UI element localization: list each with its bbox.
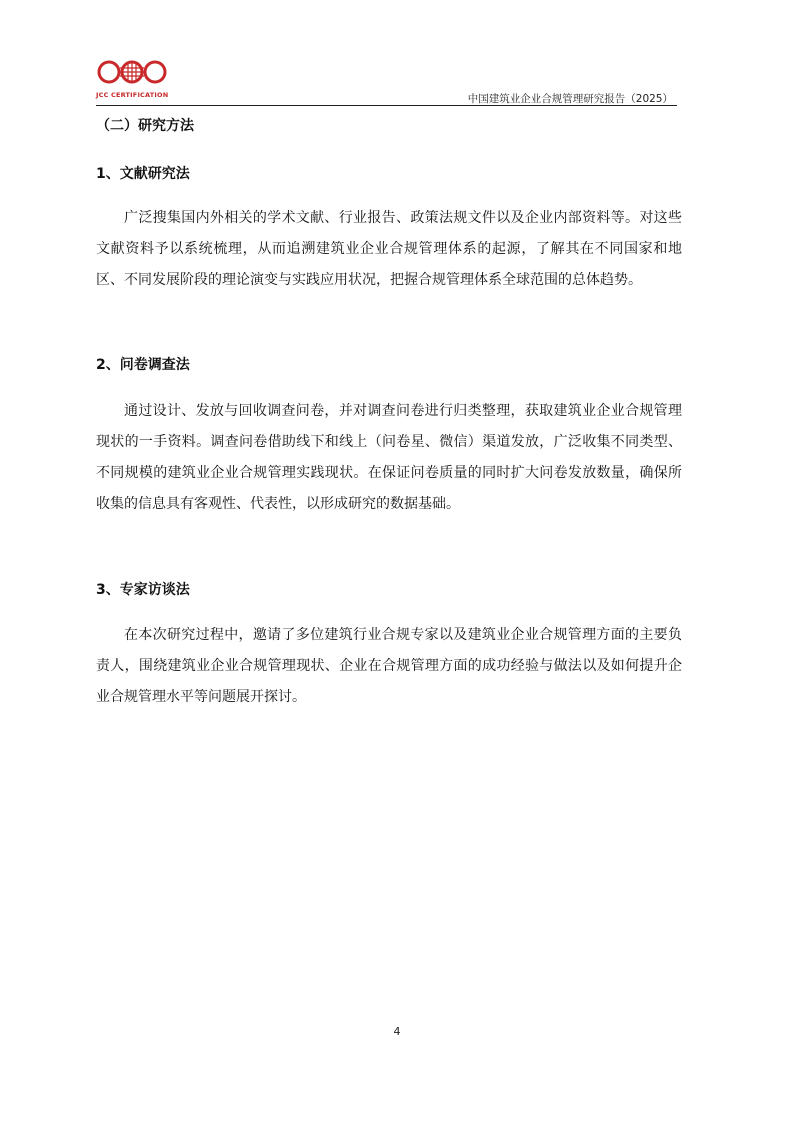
paragraph-literature: 广泛搜集国内外相关的学术文献、行业报告、政策法规文件以及企业内部资料等。对这些文献资料予以系统梳理，从而追溯建筑业企业合规管理体系的起源，了解其在不同国家和地区、不同发展阶段的理论演变与实践应用状况，把握合规管理体系全球范围的总体趋势。 [96,210,682,288]
subsection-heading-questionnaire: 2、问卷调查法 [96,357,190,373]
section-heading-research-methods: （二）研究方法 [96,118,194,134]
header-divider [96,105,677,106]
paragraph-interview: 在本次研究过程中，邀请了多位建筑行业合规专家以及建筑业企业合规管理方面的主要负责人，围绕建筑业企业合规管理现状、企业在合规管理方面的成功经验与做法以及如何提升企业合规管理水平等问题展开探讨。 [96,627,682,705]
page-header [96,55,677,105]
subsection-heading-interview: 3、专家访谈法 [96,582,190,598]
paragraph-questionnaire: 通过设计、发放与回收调查问卷，并对调查问卷进行归类整理，获取建筑业企业合规管理现状的一手资料。调查问卷借助线下和线上（问卷星、微信）渠道发放，广泛收集不同类型、不同规模的建筑业企业合规管理实践现状。在保证问卷质量的同时扩大问卷发放数量，确保所收集的信息具有客观性、代表性，以形成研究的数据基础。 [96,403,682,512]
subsection-heading-literature: 1、文献研究法 [96,166,190,182]
header-title: 中国建筑业企业合规管理研究报告（2025） [467,93,673,105]
page-number: 4 [393,1025,401,1038]
logo-text: JCC CERTIFICATION [96,91,169,99]
